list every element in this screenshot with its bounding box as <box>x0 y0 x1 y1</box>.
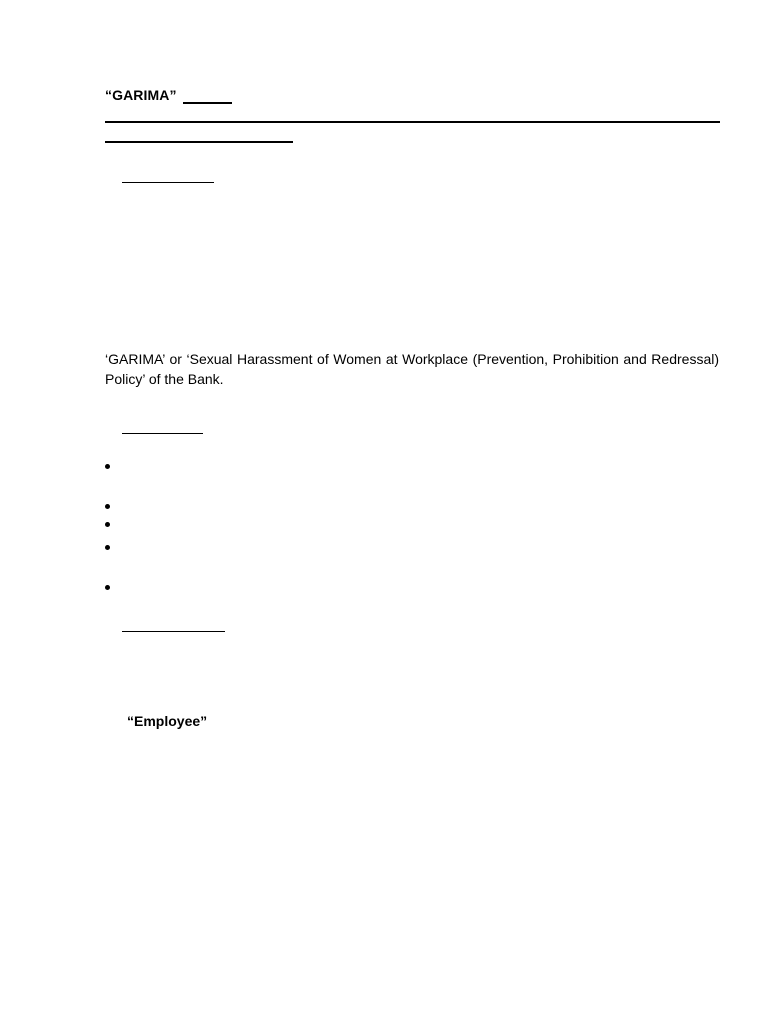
bullet-dot-icon <box>105 504 110 509</box>
bullet-item-4 <box>104 544 112 552</box>
heading-rule-full <box>105 121 720 123</box>
defined-term-employee: “Employee” <box>127 713 208 729</box>
section-heading-underline-1 <box>122 182 214 183</box>
intro-paragraph: ‘GARIMA’ or ‘Sexual Harassment of Women at Workplace (Prevention, Prohibition and Redressal) Policy’ of the Bank. <box>105 351 719 387</box>
bullet-item-5 <box>104 584 112 592</box>
document-title: “GARIMA” <box>105 87 177 103</box>
bullet-dot-icon <box>105 545 110 550</box>
section-heading-underline-2 <box>122 433 203 434</box>
bullet-item-3 <box>104 521 112 529</box>
bullet-dot-icon <box>105 522 110 527</box>
heading-rule-short <box>105 141 293 143</box>
bullet-dot-icon <box>105 464 110 469</box>
bullet-item-2 <box>104 503 112 511</box>
bullet-dot-icon <box>105 585 110 590</box>
bullet-item-1 <box>104 463 112 471</box>
section-heading-underline-3 <box>122 631 225 632</box>
title-underline-gap <box>183 102 232 104</box>
